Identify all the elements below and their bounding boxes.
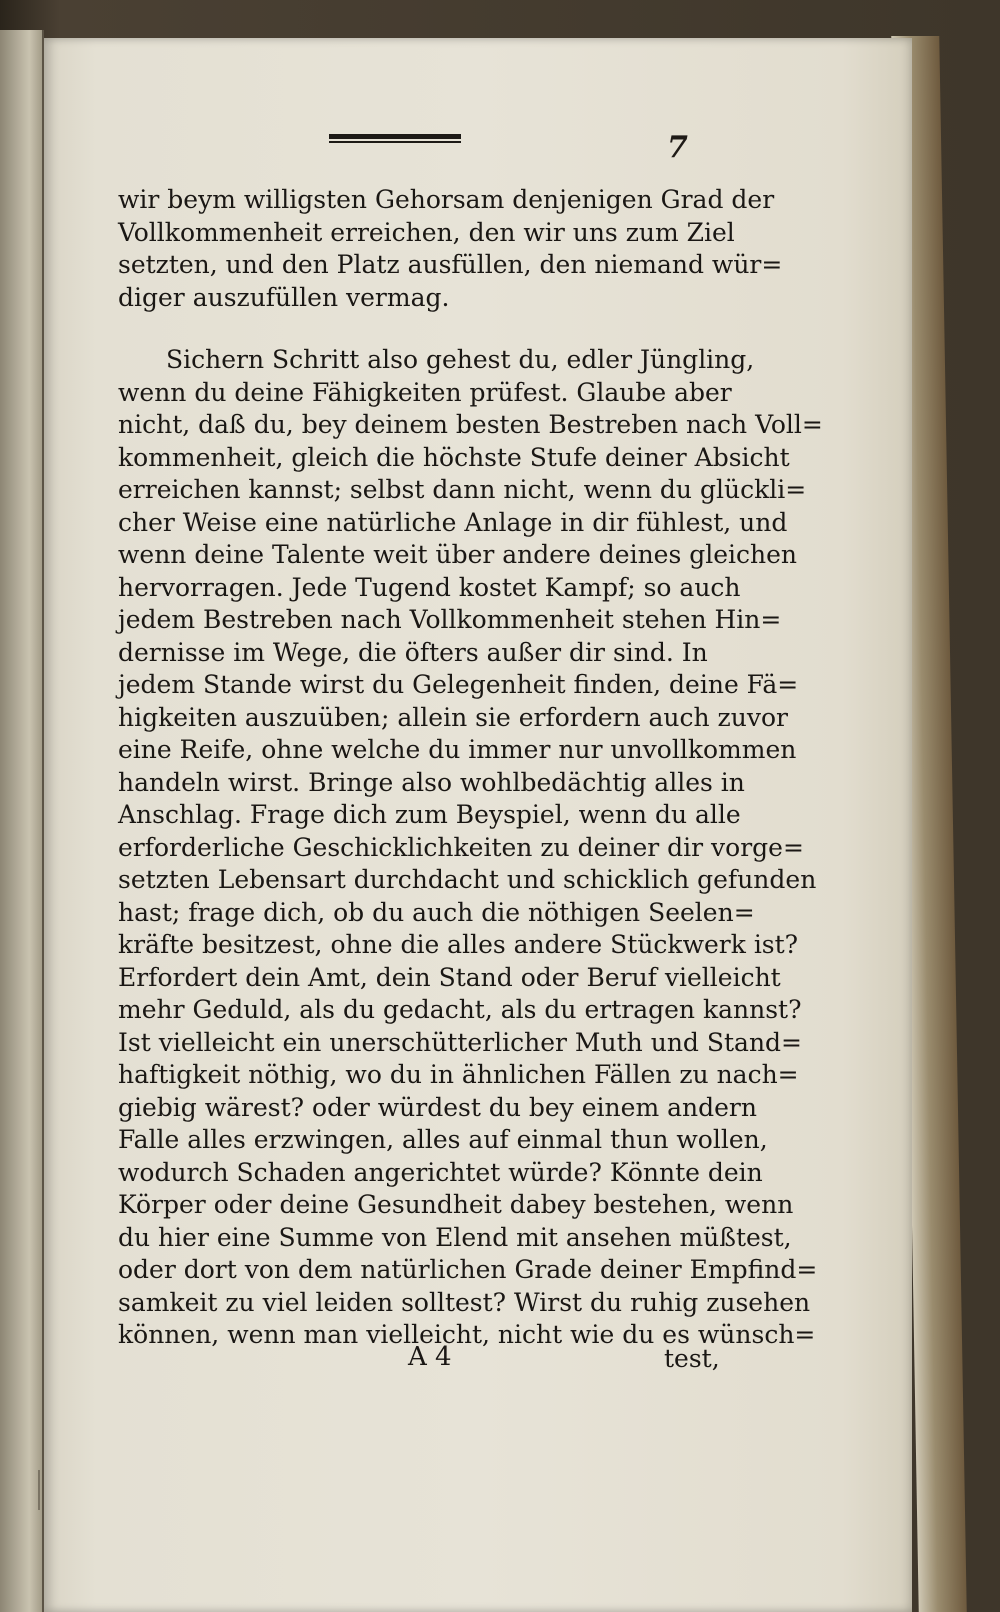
text-line: erreichen kannst; selbst dann nicht, wenn du glückli= [118,475,807,504]
text-line: giebig wärest? oder würdest du bey einem andern [118,1092,757,1122]
text-line: wenn du deine Fähigkeiten prüfest. Glaube aber [118,377,732,407]
body-text [118,184,823,1352]
text-line: higkeiten auszuüben; allein sie erfordern auch zuvor [118,702,788,732]
paragraph-gap [118,314,698,344]
text-line: dernisse im Wege, die öfters außer dir sind. In [118,637,708,667]
text-line: kommenheit, gleich die höchste Stufe deiner Absicht [118,442,790,472]
facing-page-edge [0,30,44,1612]
text-line: jedem Bestreben nach Vollkommenheit stehen Hin= [118,605,782,634]
printer-signature: A 4 [408,1342,452,1372]
text-line: wenn deine Talente weit über andere deines gleichen [118,540,798,569]
page-number: 7 [667,130,688,165]
text-line: Falle alles erzwingen, alles auf einmal thun wollen, [118,1125,768,1154]
text-line: jedem Stande wirst du Gelegenheit finden, deine Fä= [118,670,799,699]
spine-mark [38,1470,40,1510]
catchword: test, [664,1344,720,1373]
text-line: du hier eine Summe von Elend mit ansehen müßtest, [118,1222,792,1252]
text-line: hast; frage dich, ob du auch die nöthigen Seelen= [118,897,755,927]
text-line: setzten Lebensart durchdacht und schicklich gefunden [118,865,817,894]
text-line: Sichern Schritt also gehest du, edler Jüngling, [166,345,755,374]
header-rule-thin [329,141,461,143]
header-rule [329,134,461,144]
text-line: Anschlag. Frage dich zum Beyspiel, wenn du alle [118,800,741,829]
text-line: Körper oder deine Gesundheit dabey bestehen, wenn [118,1190,794,1219]
text-line: Vollkommenheit erreichen, den wir uns zum Ziel [118,217,735,247]
text-line: können, wenn man vielleicht, nicht wie du es wünsch= [118,1320,816,1349]
text-line: Ist vielleicht ein unerschütterlicher Muth und Stand= [118,1027,803,1057]
text-line: diger auszufüllen vermag. [118,282,450,312]
header-rule-thick [329,134,461,139]
text-line: erforderliche Geschicklichkeiten zu deiner dir vorge= [118,832,804,862]
text-line: haftigkeit nöthig, wo du in ähnlichen Fällen zu nach= [118,1060,799,1089]
text-line: mehr Geduld, als du gedacht, als du ertragen kannst? [118,995,802,1024]
text-line: wir beym willigsten Gehorsam denjenigen Grad der [118,185,775,214]
book-page [44,38,912,1612]
text-line: hervorragen. Jede Tugend kostet Kampf; so auch [118,572,741,602]
text-line: nicht, daß du, bey deinem besten Bestreben nach Voll= [118,410,823,439]
text-line: wodurch Schaden angerichtet würde? Könnte dein [118,1157,763,1187]
text-line: cher Weise eine natürliche Anlage in dir fühlest, und [118,507,788,537]
text-line: eine Reife, ohne welche du immer nur unvollkommen [118,735,797,764]
text-line: handeln wirst. Bringe also wohlbedächtig alles in [118,767,745,797]
text-line: setzten, und den Platz ausfüllen, den niemand wür= [118,250,783,279]
text-line: kräfte besitzest, ohne die alles andere Stückwerk ist? [118,930,799,959]
text-line: samkeit zu viel leiden solltest? Wirst du ruhig zusehen [118,1287,811,1317]
text-line: oder dort von dem natürlichen Grade deiner Empfind= [118,1255,818,1284]
text-line: Erfordert dein Amt, dein Stand oder Beruf vielleicht [118,962,781,992]
